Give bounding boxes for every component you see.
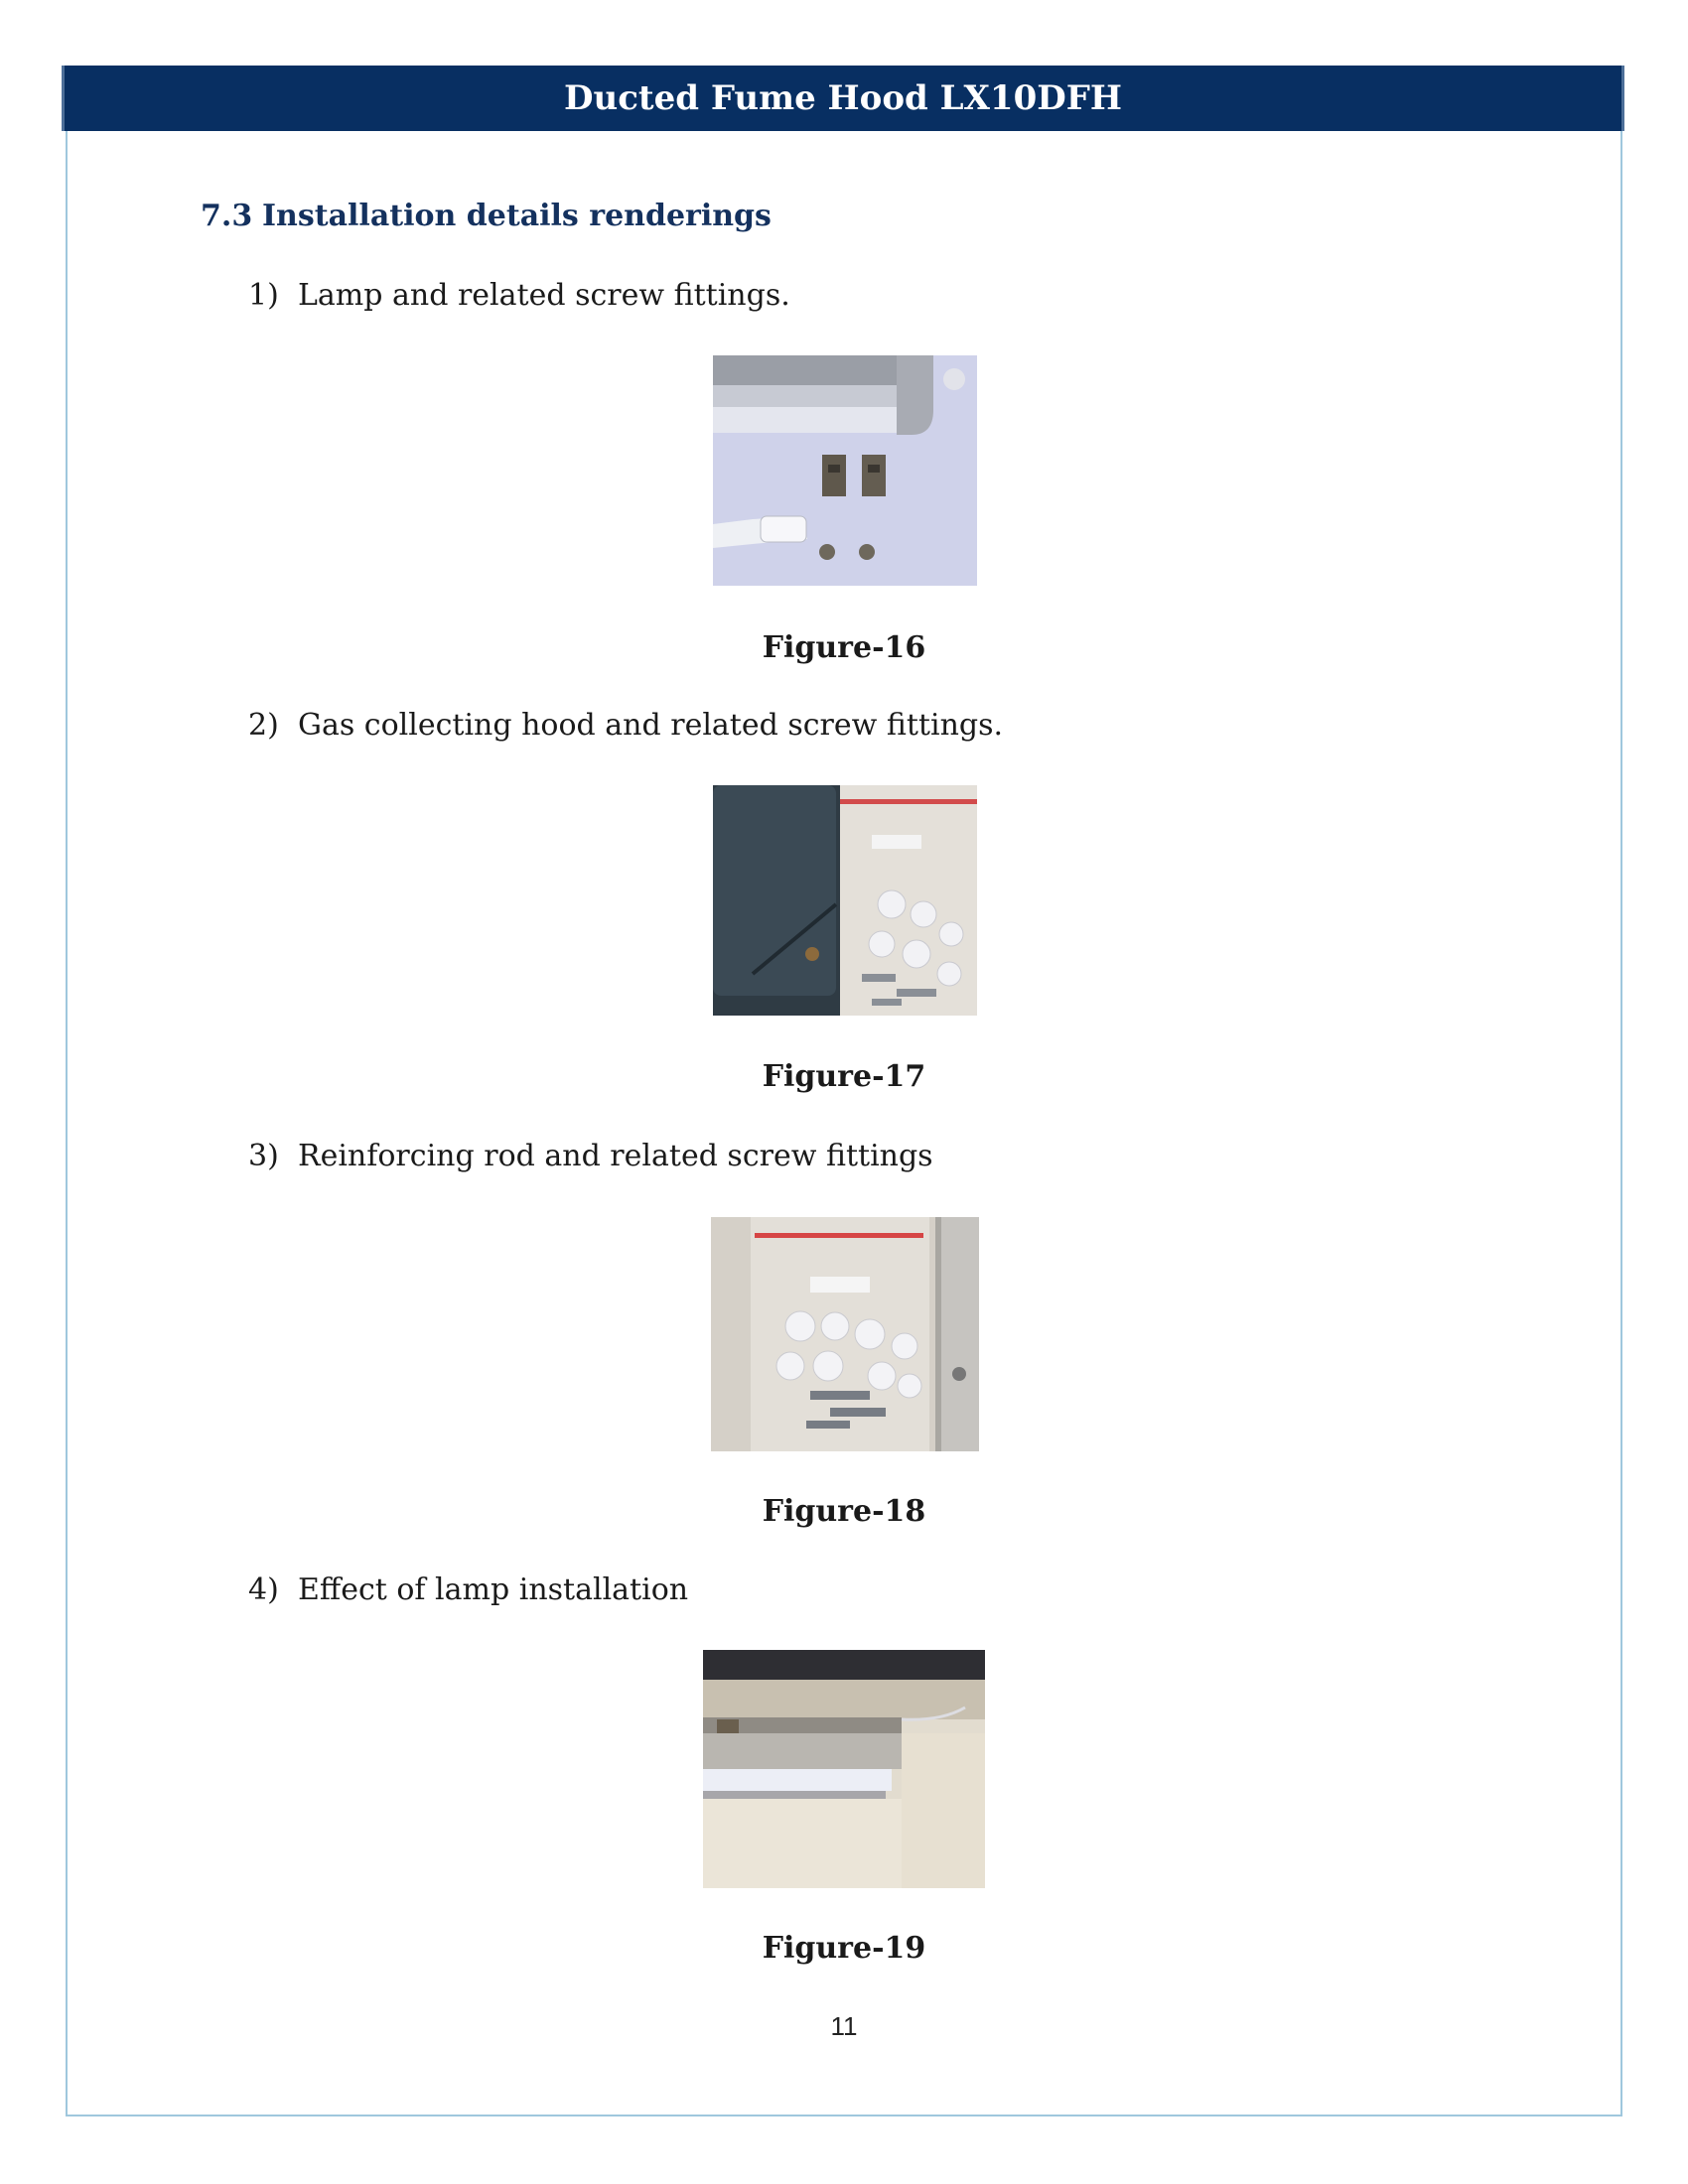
- section-title: Installation details renderings: [262, 199, 772, 233]
- list-item-index: 4): [248, 1572, 279, 1607]
- list-item-4: [248, 1572, 688, 1607]
- list-item-index: 3): [248, 1139, 279, 1173]
- figure-caption: Figure-19: [762, 1931, 926, 1966]
- list-item-index: 2): [248, 708, 279, 743]
- figure-caption: Figure-17: [762, 1059, 926, 1094]
- figure-16-photo: [713, 355, 977, 586]
- list-item-text: Gas collecting hood and related screw fittings.: [298, 708, 1004, 743]
- figure-18-photo: [711, 1217, 979, 1451]
- figure-caption: Figure-16: [762, 630, 926, 665]
- list-item-2: [248, 708, 1003, 743]
- section-number: 7.3: [201, 199, 253, 233]
- page-number: 11: [830, 2011, 858, 2041]
- list-item-1: [248, 278, 790, 313]
- figure-19-photo: [703, 1650, 985, 1888]
- figure-caption: Figure-18: [762, 1494, 926, 1529]
- section-heading: [201, 199, 772, 233]
- list-item-text: Reinforcing rod and related screw fittings: [298, 1139, 933, 1173]
- list-item-index: 1): [248, 278, 279, 313]
- document-title: Ducted Fume Hood LX10DFH: [564, 78, 1122, 118]
- list-item-text: Lamp and related screw fittings.: [298, 278, 790, 313]
- list-item-3: [248, 1139, 933, 1173]
- page-header-banner: [62, 66, 1624, 131]
- figure-17-photo: [713, 785, 977, 1016]
- list-item-text: Effect of lamp installation: [298, 1572, 689, 1607]
